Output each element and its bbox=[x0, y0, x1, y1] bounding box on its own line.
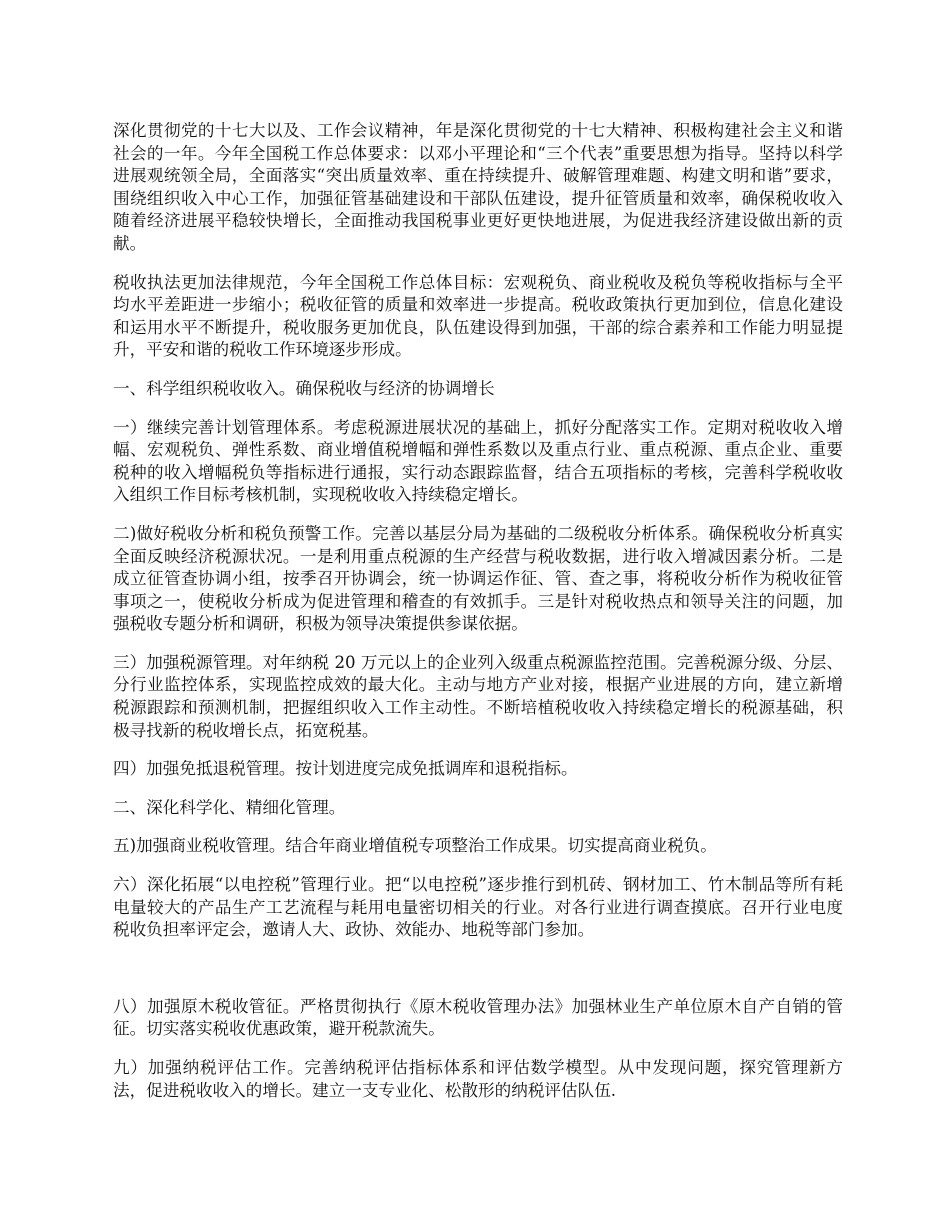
paragraph-item-2: 二)做好税收分析和税负预警工作。完善以基层分局为基础的二级税收分析体系。确保税收分析真实全面反映经济税源状况。一是利用重点税源的生产经营与税收数据，进行收入增减因素分析。二是成立征管查协调小组，按季召开协调会，统一协调运作征、管、查之事，将税收分析作为税收征管事项之一，使税收分析成为促进管理和稽查的有效抓手。三是针对税收热点和领导关注的问题，加强税收专题分析和调研，积极为领导决策提供参谋依据。 bbox=[113, 523, 843, 634]
section-heading-2: 二、深化科学化、精细化管理。 bbox=[113, 797, 346, 817]
paragraph-item-1: 一）继续完善计划管理体系。考虑税源进展状况的基础上，抓好分配落实工作。定期对税收收入增幅、宏观税负、弹性系数、商业增值税增幅和弹性系数以及重点行业、重点税源、重点企业、重要税种的收入增幅税负等指标进行通报，实行动态跟踪监督，结合五项指标的考核，完善科学税收收入组织工作目标考核机制，实现税收收入持续稳定增长。 bbox=[113, 417, 843, 505]
paragraph-item-6: 六）深化拓展“以电控税”管理行业。把“以电控税”逐步推行到机砖、钢材加工、竹木制品等所有耗电量较大的产品生产工艺流程与耗用电量密切相关的行业。对各行业进行调查摸底。召开行业电度税收负担率评定会，邀请人大、政协、效能办、地税等部门参加。 bbox=[113, 875, 843, 940]
paragraph-item-8: 八）加强原木税收管征。严格贯彻执行《原木税收管理办法》加强林业生产单位原木自产自销的管征。切实落实税收优惠政策，避开税款流失。 bbox=[113, 996, 843, 1039]
document-body bbox=[113, 120, 843, 1118]
paragraph-intro: 深化贯彻党的十七大以及、工作会议精神，年是深化贯彻党的十七大精神、积极构建社会主义和谐社会的一年。今年全国税工作总体要求：以邓小平理论和“三个代表”重要思想为指导。坚持以科学进展观统领全局，全面落实“突出质量效率、重在持续提升、破解管理难题、构建文明和谐”要求，围绕组织收入中心工作，加强征管基础建设和干部队伍建设，提升征管质量和效率，确保税收收入随着经济进展平稳较快增长，全面推动我国税事业更好更快地进展，为促进我经济建设做出新的贡献。 bbox=[113, 121, 843, 253]
paragraph-item-9: 九）加强纳税评估工作。完善纳税评估指标体系和评估数学模型。从中发现问题，探究管理新方法，促进税收收入的增长。建立一支专业化、松散形的纳税评估队伍. bbox=[113, 1058, 843, 1100]
paragraph-item-3: 三）加强税源管理。对年纳税 20 万元以上的企业列入级重点税源监控范围。完善税源分级、分层、分行业监控体系，实现监控成效的最大化。主动与地方产业对接，根据产业进展的方向，建立新增税源跟踪和预测机制，把握组织收入工作主动性。不断培植税收收入持续稳定增长的税源基础，积极寻找新的税收增长点，拓宽税基。 bbox=[113, 652, 843, 740]
blank-spacer bbox=[113, 958, 843, 996]
paragraph-item-4: 四）加强免抵退税管理。按计划进度完成免抵调库和退税指标。 bbox=[113, 759, 578, 779]
paragraph-item-5: 五)加强商业税收管理。结合年商业增值税专项整治工作成果。切实提高商业税负。 bbox=[113, 836, 717, 856]
section-heading-1: 一、科学组织税收收入。确保税收与经济的协调增长 bbox=[113, 378, 495, 398]
paragraph-goals: 税收执法更加法律规范，今年全国税工作总体目标：宏观税负、商业税收及税负等税收指标与全平均水平差距进一步缩小；税收征管的质量和效率进一步提高。税收政策执行更加到位，信息化建设和运用水平不断提升，税收服务更加优良，队伍建设得到加强，干部的综合素养和工作能力明显提升，平安和谐的税收工作环境逐步形成。 bbox=[113, 272, 843, 360]
